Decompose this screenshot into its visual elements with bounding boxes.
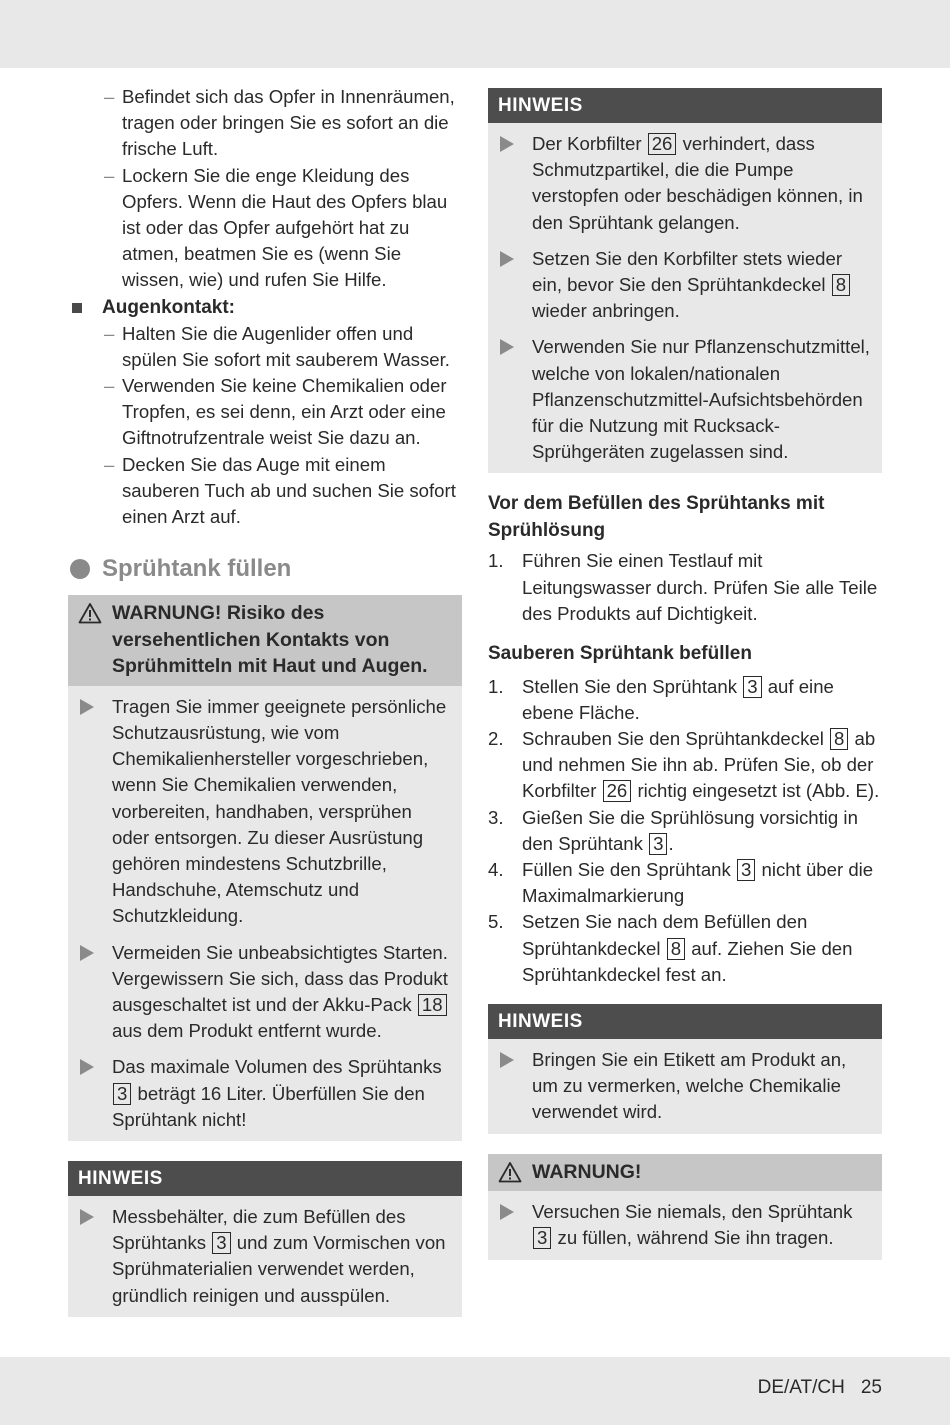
dash-bullet: –: [104, 86, 115, 107]
step-number: 3.: [488, 806, 504, 828]
top-band: [0, 0, 950, 68]
square-bullet-icon: [72, 303, 82, 313]
arrow-bullet-icon: [80, 1059, 94, 1075]
reference-number: 26: [603, 780, 632, 802]
arrow-bullet-icon: [80, 1209, 94, 1225]
hinweis-box-title: HINWEIS: [68, 1161, 462, 1196]
arrow-bullet-icon: [500, 1204, 514, 1220]
arrow-bullet-icon: [500, 251, 514, 267]
list-item: Messbehälter, die zum Befüllen des Sprühtanks 3 und zum Vormischen von Sprühmaterialien verwendet werden, gründlich reinigen und ausspülen.: [68, 1204, 452, 1309]
steps-list: [488, 674, 882, 988]
step-number: 5.: [488, 911, 504, 933]
list-item: Verwenden Sie nur Pflanzenschutzmittel, welche von lokalen/nationalen Pflanzenschutzmittel-Aufsichtsbehörden für die Nutzung mit Rucksack-Sprühgeräten zugelassen sind.: [488, 334, 872, 465]
list-item: Bringen Sie ein Etikett am Produkt an, um zu vermerken, welche Chemikalie verwendet wird.: [488, 1047, 872, 1126]
list-item: – Befindet sich das Opfer in Innenräumen, tragen oder bringen Sie es sofort an die frische Luft.: [104, 86, 455, 160]
dash-bullet: –: [104, 375, 115, 397]
warning-triangle-icon: [498, 1161, 522, 1191]
reference-number: 8: [830, 728, 848, 750]
reference-number: 8: [667, 938, 685, 960]
list-item: 4. Füllen Sie den Sprühtank 3 nicht über die Maximalmarkierung: [488, 858, 874, 907]
list-item: 2. Schrauben Sie den Sprühtankdeckel 8 ab und nehmen Sie ihn ab. Prüfen Sie, ob der Korbfilter 26 richtig eingesetzt ist (Abb. E).: [488, 727, 880, 802]
footer-label: [758, 1377, 882, 1399]
right-column: [488, 88, 882, 1260]
warning-box-title: WARNUNG! Risiko des versehentlichen Kontakts von Sprühmitteln mit Haut und Augen.: [68, 595, 462, 686]
reference-number: 3: [743, 676, 761, 698]
list-item: Versuchen Sie niemals, den Sprühtank 3 zu füllen, während Sie ihn tragen.: [488, 1199, 872, 1251]
reference-number: 3: [737, 859, 755, 881]
arrow-bullet-icon: [500, 1052, 514, 1068]
dash-bullet: –: [104, 453, 115, 475]
reference-number: 3: [113, 1083, 131, 1105]
arrow-bullet-icon: [80, 945, 94, 961]
step-number: 2.: [488, 727, 504, 749]
hinweis-box-title: HINWEIS: [488, 88, 882, 123]
list-item: Das maximale Volumen des Sprühtanks 3 beträgt 16 Liter. Überfüllen Sie den Sprühtank nicht!: [68, 1054, 452, 1133]
arrow-bullet-icon: [80, 699, 94, 715]
list-item: 1. Stellen Sie den Sprühtank 3 auf eine ebene Fläche.: [488, 675, 834, 723]
list-item: Setzen Sie den Korbfilter stets wieder ein, bevor Sie den Sprühtankdeckel 8 wieder anbringen.: [488, 246, 872, 325]
warning-box: [488, 1154, 882, 1260]
page-number: 25: [860, 1377, 882, 1398]
list-item: – Decken Sie das Auge mit einem sauberen Tuch ab und suchen Sie sofort einen Arzt auf.: [104, 453, 456, 528]
list-item: 5. Setzen Sie nach dem Befüllen den Sprühtankdeckel 8 auf. Ziehen Sie den Sprühtankdeckel fest an.: [488, 911, 853, 985]
hinweis-box: [488, 1004, 882, 1134]
warning-triangle-icon: [78, 602, 102, 632]
circle-bullet-icon: [70, 559, 90, 579]
dash-bullet: –: [104, 164, 115, 186]
region-code: DE/AT/CH: [757, 1377, 845, 1398]
list-item: – Verwenden Sie keine Chemikalien oder Tropfen, es sei denn, ein Arzt oder eine Giftnotrufzentrale weist Sie dazu an.: [104, 375, 447, 449]
section-title: Sprühtank füllen: [68, 552, 462, 586]
list-item: Der Korbfilter 26 verhindert, dass Schmutzpartikel, die die Pumpe verstopfen oder beschädigen können, in den Sprühtank gelangen.: [488, 131, 872, 236]
list-item: – Halten Sie die Augenlider offen und spülen Sie sofort mit sauberem Wasser.: [104, 322, 450, 370]
warning-box-title: WARNUNG!: [488, 1154, 882, 1192]
eye-contact-heading: Augenkontakt:: [68, 294, 462, 321]
reference-number: 18: [418, 994, 447, 1016]
hinweis-box: [488, 88, 882, 473]
step-number: 1.: [488, 675, 504, 697]
list-item: Tragen Sie immer geeignete persönliche Schutzausrüstung, wie vom Chemikalienhersteller vorgeschrieben, wenn Sie Chemikalien verwenden, vorbereiten, handhaben, versprühen oder entsorgen. Zu dieser Ausrüstung gehören mindestens Schutzbrille, Handschuhe, Atemschutz und Schutzkleidung.: [68, 694, 452, 930]
left-column: [68, 84, 462, 1317]
footer-band: [0, 1357, 950, 1425]
reference-number: 3: [212, 1232, 230, 1254]
step-number: 4.: [488, 858, 504, 880]
reference-number: 26: [648, 133, 677, 155]
subsection-heading: Vor dem Befüllen des Sprühtanks mit Sprühlösung: [488, 493, 825, 541]
arrow-bullet-icon: [500, 339, 514, 355]
subsection-heading: Sauberen Sprühtank befüllen: [488, 643, 752, 665]
list-item: Vermeiden Sie unbeabsichtigtes Starten. Vergewissern Sie sich, dass das Produkt ausgeschaltet ist und der Akku-Pack 18 aus dem Produkt entfernt wurde.: [68, 940, 452, 1045]
reference-number: 3: [533, 1227, 551, 1249]
hinweis-box: [68, 1161, 462, 1317]
hinweis-box-title: HINWEIS: [488, 1004, 882, 1039]
step-number: 1.: [488, 550, 504, 572]
reference-number: 3: [649, 833, 667, 855]
reference-number: 8: [832, 274, 850, 296]
warning-box: [68, 595, 462, 1141]
list-item: – Lockern Sie die enge Kleidung des Opfers. Wenn die Haut des Opfers blau ist oder das Opfer aufgehört hat zu atmen, beatmen Sie es (wenn Sie wissen, wie) und rufen Sie Hilfe.: [104, 164, 448, 291]
list-item: 3. Gießen Sie die Sprühlösung vorsichtig in den Sprühtank 3 .: [488, 806, 858, 854]
arrow-bullet-icon: [500, 136, 514, 152]
dash-bullet: –: [104, 322, 115, 344]
list-item: 1. Führen Sie einen Testlauf mit Leitungswasser durch. Prüfen Sie alle Teile des Produkts auf Dichtigkeit.: [488, 550, 878, 624]
